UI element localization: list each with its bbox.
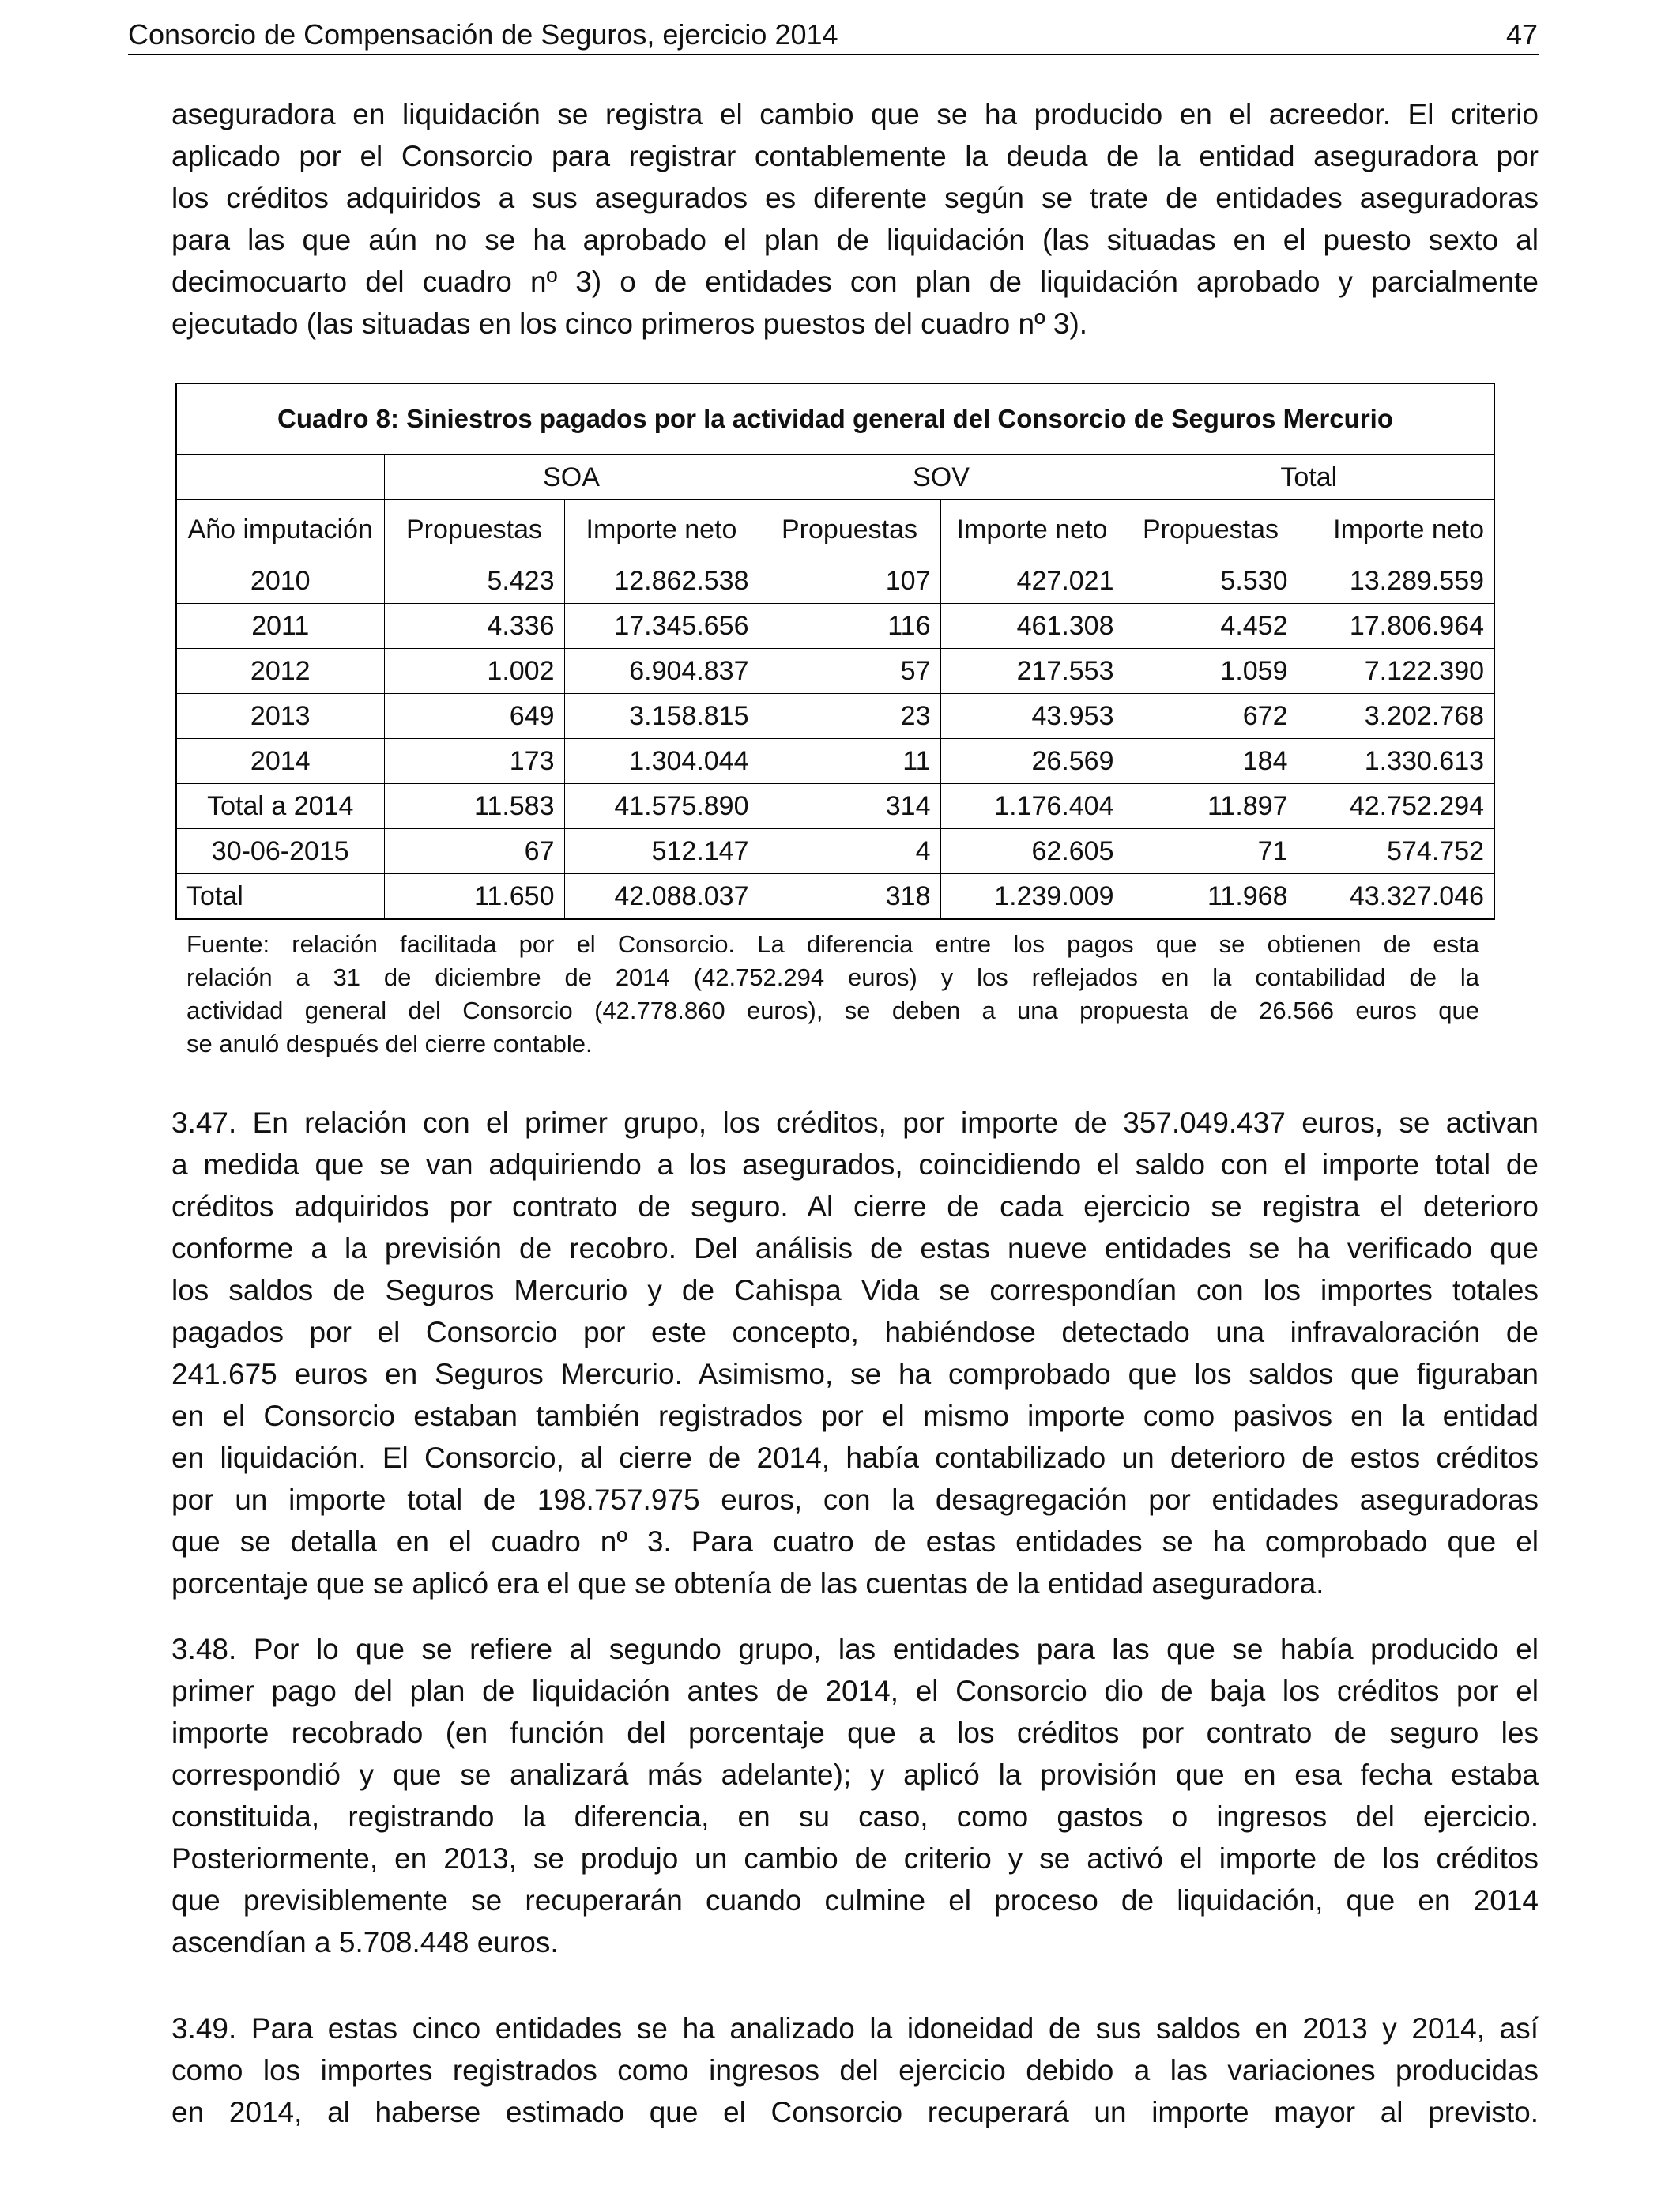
row-label-cell: 2011 <box>177 604 384 649</box>
table-cell: 672 <box>1124 694 1298 739</box>
group-header-total: Total <box>1124 455 1494 500</box>
table-row <box>177 694 1494 739</box>
table-cell: 5.423 <box>384 559 564 604</box>
paragraph-line: los créditos adquiridos a sus asegurados es diferente según se trate de entidades aseguradoras <box>171 182 1539 214</box>
table-row <box>177 829 1494 874</box>
table-row <box>177 559 1494 604</box>
paragraph-line: 3.48. Por lo que se refiere al segundo grupo, las entidades para las que se había producido el <box>171 1633 1539 1665</box>
paragraph-line: que se detalla en el cuadro nº 3. Para cuatro de estas entidades se ha comprobado que el <box>171 1525 1539 1558</box>
note-line: actividad general del Consorcio (42.778.860 euros), se deben a una propuesta de 26.566 euros que <box>186 997 1479 1024</box>
table-cell: 42.088.037 <box>564 874 759 919</box>
data-table <box>175 383 1495 920</box>
paragraph-line: que previsiblemente se recuperarán cuando culmine el proceso de liquidación, que en 2014 <box>171 1884 1539 1917</box>
table-cell: 42.752.294 <box>1298 784 1494 829</box>
page-number: 47 <box>1505 18 1538 51</box>
note-line: relación a 31 de diciembre de 2014 (42.752.294 euros) y los reflejados en la contabilidad de la <box>186 963 1479 991</box>
table-cell: 649 <box>384 694 564 739</box>
intro-paragraph <box>171 93 1539 345</box>
table-cell: 11 <box>759 739 940 784</box>
paragraph-line: primer pago del plan de liquidación antes de 2014, el Consorcio dio de baja los créditos por el <box>171 1675 1539 1707</box>
paragraph-line: los saldos de Seguros Mercurio y de Cahispa Vida se correspondían con los importes totales <box>171 1274 1539 1306</box>
table-cell: 11.650 <box>384 874 564 919</box>
paragraph-line: constituida, registrando la diferencia, en su caso, como gastos o ingresos del ejercicio. <box>171 1800 1539 1833</box>
paragraph-line: pagados por el Consorcio por este concepto, habiéndose detectado una infravaloración de <box>171 1316 1539 1348</box>
table-cell: 11.897 <box>1124 784 1298 829</box>
table-caption: Cuadro 8: Siniestros pagados por la actividad general del Consorcio de Seguros Mercurio <box>177 384 1494 455</box>
paragraph-line: créditos adquiridos por contrato de seguro. Al cierre de cada ejercicio se registra el deterioro <box>171 1190 1539 1223</box>
table-row <box>177 784 1494 829</box>
column-header: Importe neto <box>940 500 1124 560</box>
table-column-header-row <box>177 500 1494 560</box>
note-line: Fuente: relación facilitada por el Consorcio. La diferencia entre los pagos que se obtienen de esta <box>186 930 1479 958</box>
paragraph-line: 241.675 euros en Seguros Mercurio. Asimismo, se ha comprobado que los saldos que figuraban <box>171 1358 1539 1390</box>
paragraph-line: como los importes registrados como ingresos del ejercicio debido a las variaciones producidas <box>171 2054 1539 2087</box>
paragraph-line: porcentaje que se aplicó era el que se obtenía de las cuentas de la entidad aseguradora. <box>171 1567 1324 1600</box>
table-row <box>177 739 1494 784</box>
paragraph-line: en liquidación. El Consorcio, al cierre de 2014, había contabilizado un deterioro de estos créditos <box>171 1442 1539 1474</box>
table-corner-cell <box>177 455 384 500</box>
paragraph-line: 3.47. En relación con el primer grupo, los créditos, por importe de 357.049.437 euros, se activan <box>171 1106 1539 1139</box>
paragraph-3-49 <box>171 2007 1539 2133</box>
table-cell: 217.553 <box>940 649 1124 694</box>
table-cell: 11.968 <box>1124 874 1298 919</box>
page-header <box>128 16 1539 55</box>
table-cell: 1.239.009 <box>940 874 1124 919</box>
table-cell: 5.530 <box>1124 559 1298 604</box>
table-cell: 41.575.890 <box>564 784 759 829</box>
table-cell: 1.304.044 <box>564 739 759 784</box>
table-source-note <box>186 928 1479 1061</box>
table-cell: 461.308 <box>940 604 1124 649</box>
table-row <box>177 874 1494 919</box>
table-group-header-row <box>177 455 1494 500</box>
table-cell: 12.862.538 <box>564 559 759 604</box>
column-header: Importe neto <box>1298 500 1494 560</box>
paragraph-line: 3.49. Para estas cinco entidades se ha analizado la idoneidad de sus saldos en 2013 y 2014, así <box>171 2012 1539 2045</box>
table-cell: 427.021 <box>940 559 1124 604</box>
table-row <box>177 604 1494 649</box>
table-cell: 318 <box>759 874 940 919</box>
table-cell: 107 <box>759 559 940 604</box>
table-cell: 17.345.656 <box>564 604 759 649</box>
table-cell: 116 <box>759 604 940 649</box>
table-cell: 4.452 <box>1124 604 1298 649</box>
table-cell: 62.605 <box>940 829 1124 874</box>
note-line: se anuló después del cierre contable. <box>186 1030 593 1057</box>
table-cell: 23 <box>759 694 940 739</box>
table-cell: 17.806.964 <box>1298 604 1494 649</box>
table-cell: 1.059 <box>1124 649 1298 694</box>
table-cell: 1.002 <box>384 649 564 694</box>
row-label-cell: Total a 2014 <box>177 784 384 829</box>
paragraph-line: decimocuarto del cuadro nº 3) o de entidades con plan de liquidación aprobado y parcialmente <box>171 266 1539 298</box>
table-cell: 7.122.390 <box>1298 649 1494 694</box>
row-label-cell: 2010 <box>177 559 384 604</box>
row-label-cell: 2013 <box>177 694 384 739</box>
row-header-label: Año imputación <box>177 500 384 560</box>
table-cell: 574.752 <box>1298 829 1494 874</box>
table-grid <box>177 455 1494 918</box>
row-label-cell: 2012 <box>177 649 384 694</box>
paragraph-line: en el Consorcio estaban también registrados por el mismo importe como pasivos en la entidad <box>171 1400 1539 1432</box>
table-cell: 26.569 <box>940 739 1124 784</box>
table-body <box>177 559 1494 918</box>
column-header: Propuestas <box>384 500 564 560</box>
paragraph-line: para las que aún no se ha aprobado el plan de liquidación (las situadas en el puesto sexto al <box>171 224 1539 256</box>
table-cell: 1.330.613 <box>1298 739 1494 784</box>
paragraph-3-47 <box>171 1102 1539 1604</box>
table-cell: 512.147 <box>564 829 759 874</box>
column-header: Importe neto <box>564 500 759 560</box>
group-header-sov: SOV <box>759 455 1124 500</box>
table-cell: 1.176.404 <box>940 784 1124 829</box>
row-label-cell: 2014 <box>177 739 384 784</box>
paragraph-line: a medida que se van adquiriendo a los asegurados, coincidiendo el saldo con el importe total de <box>171 1148 1539 1181</box>
table-cell: 71 <box>1124 829 1298 874</box>
table-cell: 43.327.046 <box>1298 874 1494 919</box>
table-cell: 11.583 <box>384 784 564 829</box>
table-cell: 4 <box>759 829 940 874</box>
table-cell: 43.953 <box>940 694 1124 739</box>
document-title: Consorcio de Compensación de Seguros, ejercicio 2014 <box>128 18 838 51</box>
paragraph-line: importe recobrado (en función del porcentaje que a los créditos por contrato de seguro les <box>171 1717 1539 1749</box>
table-cell: 3.202.768 <box>1298 694 1494 739</box>
table-cell: 184 <box>1124 739 1298 784</box>
paragraph-line: en 2014, al haberse estimado que el Consorcio recuperará un importe mayor al previsto. <box>171 2096 1539 2128</box>
paragraph-line: Posteriormente, en 2013, se produjo un cambio de criterio y se activó el importe de los créditos <box>171 1842 1539 1875</box>
table-cell: 13.289.559 <box>1298 559 1494 604</box>
paragraph-line: aplicado por el Consorcio para registrar contablemente la deuda de la entidad aseguradora por <box>171 140 1539 172</box>
table-row <box>177 649 1494 694</box>
table-cell: 4.336 <box>384 604 564 649</box>
table-cell: 67 <box>384 829 564 874</box>
group-header-soa: SOA <box>384 455 759 500</box>
paragraph-line: ejecutado (las situadas en los cinco primeros puestos del cuadro nº 3). <box>171 307 1088 340</box>
table-cell: 173 <box>384 739 564 784</box>
paragraph-line: conforme a la previsión de recobro. Del análisis de estas nueve entidades se ha verificado que <box>171 1232 1539 1265</box>
paragraph-line: por un importe total de 198.757.975 euros, con la desagregación por entidades aseguradoras <box>171 1483 1539 1516</box>
column-header: Propuestas <box>1124 500 1298 560</box>
table-cell: 314 <box>759 784 940 829</box>
table-cell: 3.158.815 <box>564 694 759 739</box>
paragraph-line: ascendían a 5.708.448 euros. <box>171 1926 559 1958</box>
row-label-cell: Total <box>177 874 384 919</box>
table-cell: 6.904.837 <box>564 649 759 694</box>
column-header: Propuestas <box>759 500 940 560</box>
paragraph-3-48 <box>171 1628 1539 1963</box>
paragraph-line: aseguradora en liquidación se registra el cambio que se ha producido en el acreedor. El criterio <box>171 98 1539 130</box>
table-cell: 57 <box>759 649 940 694</box>
paragraph-line: correspondió y que se analizará más adelante); y aplicó la provisión que en esa fecha estaba <box>171 1759 1539 1791</box>
row-label-cell: 30-06-2015 <box>177 829 384 874</box>
